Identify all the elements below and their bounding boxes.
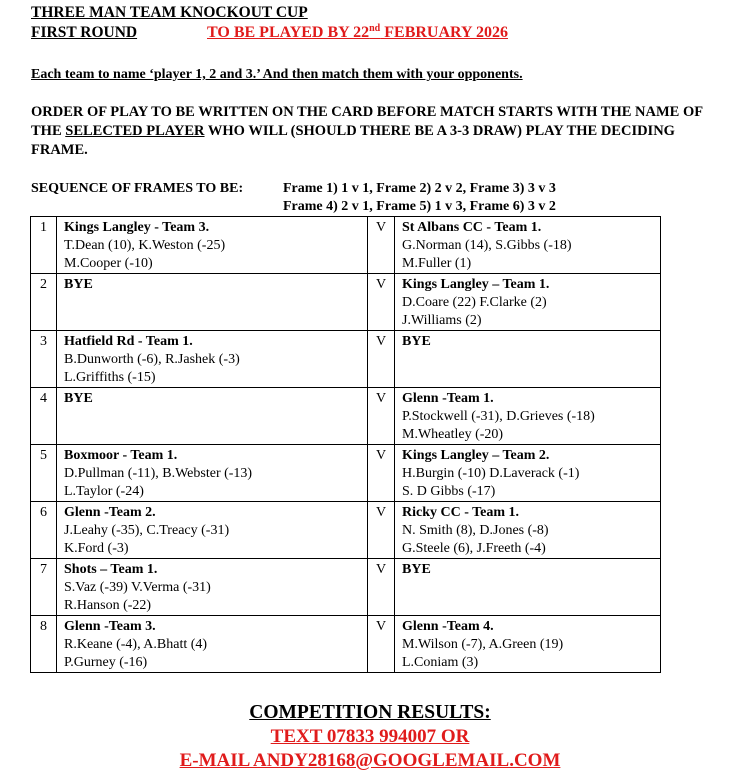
- away-players-line-2: L.Coniam (3): [402, 655, 479, 670]
- home-players-line-2: M.Cooper (-10): [64, 256, 153, 271]
- away-players-line-1: H.Burgin (-10) D.Laverack (-1): [402, 466, 580, 481]
- away-team-cell: [395, 445, 661, 502]
- fixtures-body: [31, 217, 661, 673]
- home-players-line-1: J.Leahy (-35), C.Treacy (-31): [64, 523, 230, 538]
- versus-label: V: [368, 616, 395, 673]
- away-team-cell: [395, 388, 661, 445]
- results-text-number: TEXT 07833 994007 OR: [270, 726, 470, 747]
- versus-label: V: [368, 559, 395, 616]
- fixture-number: 8: [31, 616, 57, 673]
- home-team-name: Boxmoor - Team 1.: [64, 448, 178, 463]
- home-team-cell: [57, 274, 368, 331]
- naming-instruction: Each team to name ‘player 1, 2 and 3.’ And then match them with your opponents.: [31, 67, 523, 82]
- away-team-cell: [395, 616, 661, 673]
- fixture-row: [31, 502, 661, 559]
- away-team-cell: [395, 502, 661, 559]
- fixture-number: 2: [31, 274, 57, 331]
- away-team-cell: [395, 559, 661, 616]
- order-of-play-instruction: [31, 103, 721, 160]
- results-heading: COMPETITION RESULTS:: [249, 702, 491, 723]
- away-team-name: Kings Langley – Team 1.: [402, 277, 550, 292]
- sequence-frames-1: Frame 1) 1 v 1, Frame 2) 2 v 2, Frame 3) 3 v 3: [283, 181, 556, 196]
- deadline-prefix: TO BE PLAYED BY 22: [207, 24, 370, 41]
- versus-label: V: [368, 502, 395, 559]
- home-players-line-1: S.Vaz (-39) V.Verma (-31): [64, 580, 211, 595]
- deadline: [207, 24, 508, 42]
- fixture-number: 5: [31, 445, 57, 502]
- home-team-name: Kings Langley - Team 3.: [64, 220, 210, 235]
- home-team-name: BYE: [64, 277, 93, 292]
- away-team-name: Glenn -Team 1.: [402, 391, 494, 406]
- fixture-row: [31, 331, 661, 388]
- fixture-number: 4: [31, 388, 57, 445]
- home-team-cell: [57, 502, 368, 559]
- versus-label: V: [368, 274, 395, 331]
- home-team-name: BYE: [64, 391, 93, 406]
- sequence-label: SEQUENCE OF FRAMES TO BE:: [31, 181, 244, 196]
- fixture-number: 7: [31, 559, 57, 616]
- away-team-cell: [395, 274, 661, 331]
- fixture-row: [31, 388, 661, 445]
- away-team-name: Glenn -Team 4.: [402, 619, 494, 634]
- fixture-number: 3: [31, 331, 57, 388]
- away-team-name: Ricky CC - Team 1.: [402, 505, 520, 520]
- fixture-row: [31, 616, 661, 673]
- away-team-name: Kings Langley – Team 2.: [402, 448, 550, 463]
- versus-label: V: [368, 331, 395, 388]
- away-players-line-1: G.Norman (14), S.Gibbs (-18): [402, 238, 572, 253]
- fixtures-table: [30, 216, 661, 673]
- home-players-line-1: D.Pullman (-11), B.Webster (-13): [64, 466, 253, 481]
- cup-title: THREE MAN TEAM KNOCKOUT CUP: [31, 4, 308, 21]
- versus-label: V: [368, 388, 395, 445]
- home-team-cell: [57, 331, 368, 388]
- away-players-line-2: G.Steele (6), J.Freeth (-4): [402, 541, 546, 556]
- home-team-cell: [57, 616, 368, 673]
- away-players-line-2: S. D Gibbs (-17): [402, 484, 496, 499]
- away-team-cell: [395, 331, 661, 388]
- home-players-line-1: T.Dean (10), K.Weston (-25): [64, 238, 226, 253]
- away-players-line-2: M.Wheatley (-20): [402, 427, 504, 442]
- sequence-frames-2: Frame 4) 2 v 1, Frame 5) 1 v 3, Frame 6) 3 v 2: [283, 199, 556, 214]
- round-line: [31, 23, 508, 42]
- fixture-row: [31, 217, 661, 274]
- fixture-number: 1: [31, 217, 57, 274]
- away-players-line-2: M.Fuller (1): [402, 256, 472, 271]
- versus-label: V: [368, 217, 395, 274]
- away-team-name: BYE: [402, 334, 431, 349]
- home-team-cell: [57, 388, 368, 445]
- home-players-line-2: K.Ford (-3): [64, 541, 129, 556]
- results-email: E-MAIL ANDY28168@GOOGLEMAIL.COM: [179, 750, 561, 771]
- fixture-row: [31, 274, 661, 331]
- home-team-name: Hatfield Rd - Team 1.: [64, 334, 193, 349]
- order-text-1: ORDER OF PLAY TO BE WRITTEN ON THE CARD BEFORE MATCH STARTS WITH THE NAME OF THE: [31, 104, 703, 139]
- home-team-cell: [57, 445, 368, 502]
- home-players-line-1: B.Dunworth (-6), R.Jashek (-3): [64, 352, 240, 367]
- home-players-line-1: R.Keane (-4), A.Bhatt (4): [64, 637, 208, 652]
- home-team-name: Glenn -Team 2.: [64, 505, 156, 520]
- away-players-line-1: N. Smith (8), D.Jones (-8): [402, 523, 549, 538]
- round-label: FIRST ROUND: [31, 24, 138, 41]
- order-text-2: WHO WILL (SHOULD THERE BE A 3-3 DRAW) PLAY THE DECIDING FRAME.: [31, 123, 675, 158]
- away-team-name: BYE: [402, 562, 431, 577]
- sequence-line-1: [31, 181, 556, 197]
- away-team-name: St Albans CC - Team 1.: [402, 220, 542, 235]
- home-team-cell: [57, 217, 368, 274]
- away-players-line-1: D.Coare (22) F.Clarke (2): [402, 295, 547, 310]
- away-team-cell: [395, 217, 661, 274]
- fixture-number: 6: [31, 502, 57, 559]
- home-players-line-2: L.Griffiths (-15): [64, 370, 156, 385]
- away-players-line-1: M.Wilson (-7), A.Green (19): [402, 637, 564, 652]
- deadline-suffix: FEBRUARY 2026: [380, 24, 508, 41]
- order-selected-player: SELECTED PLAYER: [65, 123, 205, 139]
- home-players-line-2: L.Taylor (-24): [64, 484, 144, 499]
- home-team-cell: [57, 559, 368, 616]
- home-team-name: Shots – Team 1.: [64, 562, 158, 577]
- versus-label: V: [368, 445, 395, 502]
- deadline-sup: nd: [369, 23, 381, 34]
- fixture-row: [31, 559, 661, 616]
- away-players-line-1: P.Stockwell (-31), D.Grieves (-18): [402, 409, 595, 424]
- away-players-line-2: J.Williams (2): [402, 313, 482, 328]
- home-team-name: Glenn -Team 3.: [64, 619, 156, 634]
- fixture-row: [31, 445, 661, 502]
- home-players-line-2: R.Hanson (-22): [64, 598, 152, 613]
- home-players-line-2: P.Gurney (-16): [64, 655, 148, 670]
